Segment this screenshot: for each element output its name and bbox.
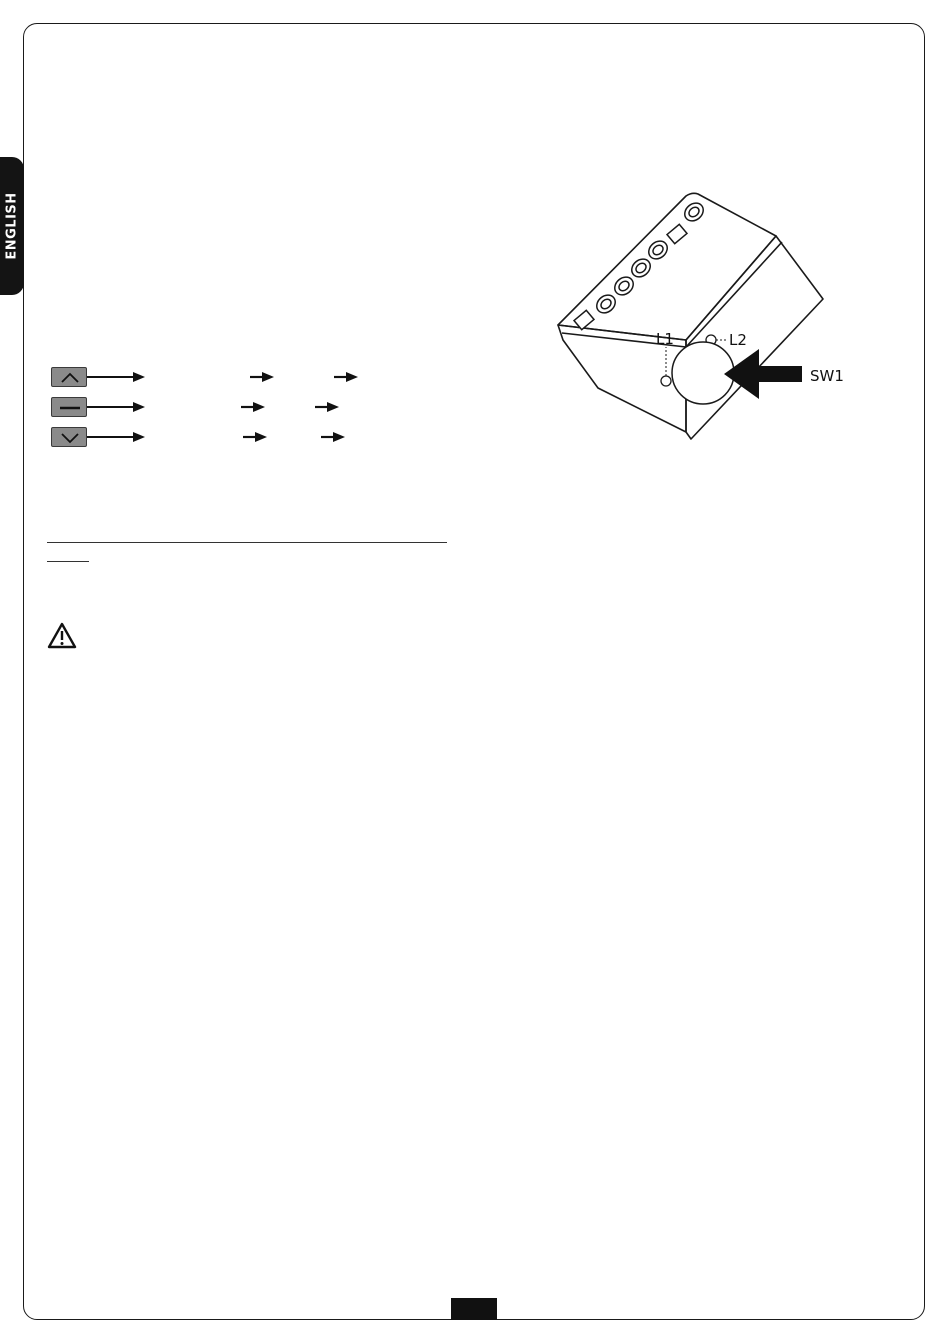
language-tab-label: ENGLISH [4, 192, 20, 260]
chevron-up-icon [52, 368, 88, 388]
step-row-stop [51, 397, 311, 417]
arrow-right-icon [243, 430, 269, 444]
label-l2: L2 [729, 331, 747, 349]
section-rule-stub [47, 561, 89, 562]
arrow-right-icon [87, 430, 147, 444]
step-row-down [51, 427, 311, 447]
switch-sw1[interactable] [672, 342, 734, 404]
arrow-right-icon [250, 370, 276, 384]
device-diagram [548, 192, 868, 452]
section-rule [47, 542, 447, 543]
stop-button[interactable] [51, 397, 87, 417]
up-button[interactable] [51, 367, 87, 387]
arrow-right-icon [241, 400, 267, 414]
warning-icon [47, 622, 77, 650]
arrow-right-icon [321, 430, 347, 444]
down-button[interactable] [51, 427, 87, 447]
arrow-right-icon [315, 400, 341, 414]
dash-icon [52, 398, 88, 418]
led-l1 [661, 376, 671, 386]
terminal-block [574, 199, 707, 329]
chevron-down-icon [52, 428, 88, 448]
page-number [451, 1298, 497, 1320]
step-row-up [51, 367, 311, 387]
label-sw1: SW1 [810, 367, 844, 385]
arrow-right-icon [87, 400, 147, 414]
label-l1: L1 [656, 330, 674, 348]
arrow-right-icon [334, 370, 360, 384]
arrow-right-icon [87, 370, 147, 384]
